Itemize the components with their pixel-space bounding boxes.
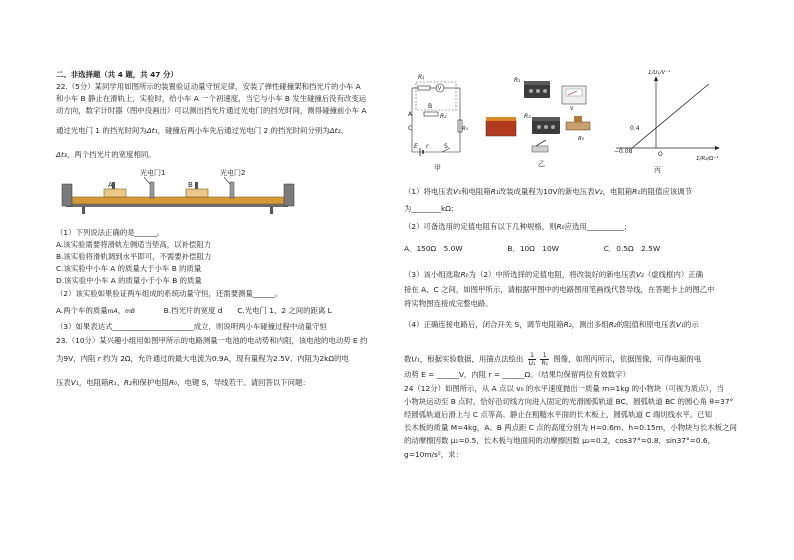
q22-text: ，两个挡光片的宽度相同。	[66, 150, 156, 159]
q22-part3: （3）如果表达式______________________成立，则说明两小车碰撞过程中动量守恒	[56, 322, 327, 331]
q22-line2: 和小车 B 静止在滑轨上，实验时，给小车 A 一个初速度，当它与小车 B 发生碰撞后没有改变运	[56, 94, 367, 103]
q22-option-c: C.该实验中小车 A 的质量大于小车 B 的质量	[56, 264, 202, 273]
q23-text: ，现有量程为	[228, 354, 274, 363]
q23-text: ，测出多组	[571, 320, 609, 329]
circuit-s: S	[444, 143, 448, 150]
q23-line1: 23.（10分）某兴趣小组用如图甲所示的电路测量一电池的电动势和内阻，该电池的电动势 E 约	[56, 336, 368, 345]
apparatus-photo-yi	[480, 70, 600, 172]
circuit-r0: R₀	[462, 126, 468, 132]
gate1-label: 光电门1	[140, 169, 166, 177]
q23-text: ，电键 S，导线若干。请回答以下问题：	[177, 378, 310, 387]
circuit-v: V	[437, 86, 442, 92]
photo-v: V	[570, 106, 574, 112]
label-yi: 乙	[538, 160, 545, 168]
track-apparatus-figure	[58, 166, 298, 216]
r2-symbol: R₂	[123, 378, 133, 387]
q22-option-a: A.该实验需要将滑轨左侧适当垫高，以补偿阻力	[56, 240, 212, 249]
photo-r0: R₀	[578, 136, 585, 142]
v1-symbol: V₁	[453, 187, 462, 196]
r1-symbol: R₁	[108, 378, 117, 387]
u1-symbol: U₁	[411, 354, 420, 364]
q23-text: 图像，如图丙所示，依据图像，可得电源的电	[553, 354, 702, 364]
r2-symbol: R₂	[563, 320, 572, 329]
q23-text: 改装成量程为	[498, 187, 544, 196]
q24-line1: 24（12分）如图所示，从 A 点以 v₀ 的水平速度抛出一质量 m=1kg 的小物块（可视为质点），当	[404, 384, 724, 393]
graph-origin: O	[658, 151, 663, 158]
r0-symbol: R₀	[169, 378, 178, 387]
photo-r2: R₂	[524, 113, 531, 120]
fraction-pair: 1 U₁ 1 R₂	[528, 352, 548, 367]
q23-text: （3）该小组选取	[404, 270, 461, 279]
q23-text: 和保护电阻	[132, 378, 169, 387]
circuit-r2: R₂	[440, 113, 447, 120]
circuit-r: r	[426, 143, 429, 150]
section-heading: 二、非选择题（共 4 题，共 47 分）	[56, 70, 178, 79]
q23-text: （2）可备选用的定值电阻有以下几种规格，则	[404, 222, 557, 231]
q22-option-d: D.该实验中小车 A 的质量小于小车 B 的质量	[56, 276, 202, 285]
q23-text: （虚线框内）正确	[643, 270, 704, 279]
q23-text: 的电	[334, 354, 349, 363]
opt-sep: 、	[117, 306, 125, 315]
option-a: A．150Ω 5.0W	[404, 244, 463, 253]
opt-b-text: B.挡光片的宽度 d	[163, 306, 223, 315]
q23-text: 为	[56, 354, 64, 363]
q22-text: 通过光电门 1 的挡光时间为	[56, 126, 147, 135]
r0-symbol: R₀	[460, 270, 469, 279]
graph-tick-x: −0.08	[614, 148, 633, 155]
q22-part2: （2）该实验如果验证两车组成的系统动量守恒，还需要测量______。	[56, 289, 283, 298]
q23-part4-line3: 动势 E = ______V，内阻 r = ______Ω。（结果均保留两位有效数字）	[404, 370, 630, 379]
q22-line5	[56, 150, 156, 160]
q23-part2	[404, 222, 631, 232]
q23-text: （4）正确连接电路后，闭合开关 S，调节电阻箱	[404, 320, 564, 329]
r1-symbol: R₁	[490, 187, 499, 196]
graph-x-label: 1/R₂/Ω⁻¹	[696, 156, 719, 162]
q23-line2	[56, 354, 349, 364]
q22-part1: （1）下列说法正确的是______。	[56, 228, 165, 237]
q23-options	[404, 244, 660, 254]
q23-part4-line1	[404, 320, 699, 330]
q23-text: ，内阻 r 约为 2Ω，允许通过的最大电流为	[73, 354, 212, 363]
opt-a-text: A.两个车的质量	[56, 306, 108, 315]
voltmeter-range: 2.5V	[273, 354, 290, 363]
v2-symbol: V₂	[635, 270, 644, 279]
q23-part1-line1	[404, 187, 692, 197]
dt2: Δt₂	[329, 126, 341, 135]
emf-value: 9V	[63, 354, 74, 363]
q23-text: 数	[404, 354, 412, 364]
circuit-diagram-jia	[404, 68, 468, 172]
q24-line4: 长木板的质量 M=4kg，A、B 两点距 C 点的高度分别为 H=0.6m、h=0.15m，小物块与长木板之间	[404, 423, 737, 432]
q23-text: 、	[116, 378, 124, 387]
q23-text: （1）将电压表	[404, 187, 454, 196]
q23-text: ，电阻箱	[602, 187, 633, 196]
q23-text: 的示	[683, 320, 699, 329]
range-10v: 10V	[543, 187, 558, 196]
mass-b: mB	[124, 308, 135, 315]
option-c: C．0.5Ω 2.5W	[603, 244, 661, 253]
cart-b-label: B	[188, 181, 193, 189]
v1-symbol: V₁	[675, 320, 684, 329]
q22-part2-options	[56, 306, 332, 317]
q22-line1: 22.（5分）某同学用如图所示的装置验证动量守恒定律，安装了弹性碰撞架和挡光片的小车 A	[56, 82, 361, 91]
circuit-r1: R₁	[418, 74, 425, 81]
q23-part3-line1	[404, 270, 703, 280]
mass-a: mA	[107, 308, 118, 315]
q24-line5: 的动摩擦因数 μ₁=0.5，长木板与地面间的动摩擦因数 μ₂=0.2，cos37°=0.8，sin37°=0.6，	[404, 436, 716, 445]
v2-symbol: V₂	[594, 187, 603, 196]
r2-symbol: R₂	[608, 320, 617, 329]
q22-text: 、	[340, 126, 348, 135]
voltmeter-resistance: 2kΩ	[319, 354, 335, 363]
q23-part3-line2: 接在 A、C 之间，如图甲所示，请根据甲图中的电路图用笔画线代替导线，在答题卡上的图乙中	[404, 285, 715, 294]
dt1: Δt₁	[146, 126, 158, 135]
graph-y-label: 1/U₁/V⁻¹	[648, 70, 671, 76]
v1-symbol: V₁	[70, 378, 79, 387]
label-jia: 甲	[434, 164, 441, 172]
q23-part1-line2: 为________kΩ；	[404, 204, 459, 213]
opt-c-text: C.光电门 1、2 之间的距离 L	[237, 306, 332, 315]
q24-line2: 小物块运动至 B 点时，恰好沿切线方向进入固定的光滑圆弧轨道 BC，圆弧轨道 BC 的圆心角 θ=37°	[404, 397, 734, 406]
max-current: 0.9A	[211, 354, 229, 363]
q23-text: 压表	[56, 378, 71, 387]
q23-text: 的阻值和原电压表	[616, 320, 676, 329]
circuit-a: A	[408, 111, 413, 118]
q23-text: 和电阻箱	[461, 187, 491, 196]
q22-line3: 动方向，数字计时器（图中没画出）可以测出挡光片通过光电门的挡光时间，测得碰撞前小车 A	[56, 106, 367, 115]
label-bing: 丙	[654, 166, 661, 174]
dt3: Δt₃	[56, 150, 67, 159]
q23-text: 的新电压表	[557, 187, 595, 196]
q23-part3-line3: 将实物图连接成完整电路。	[404, 299, 493, 308]
q24-line6: g=10m/s²，求：	[404, 450, 463, 459]
q23-line3	[56, 378, 310, 388]
circuit-c: C	[408, 125, 413, 132]
q23-text: ，根据实验数据，用描点法绘出	[419, 354, 524, 364]
r0-symbol: R₀	[556, 222, 565, 231]
q22-text: ，碰撞后两小车先后通过光电门 2 的挡光时间分别为	[157, 126, 330, 135]
q22-line4	[56, 126, 348, 136]
q24-line3: 经圆弧轨道后滑上与 C 点等高、静止在粗糙水平面的长木板上，圆弧轨道 C 端切线水平。已知	[404, 410, 712, 419]
graph-bing	[612, 64, 722, 174]
q23-text: 、内阻为	[289, 354, 320, 363]
photo-r1: R₁	[514, 77, 521, 84]
q23-text: 应选用__________；	[564, 222, 632, 231]
graph-line	[632, 84, 709, 148]
q23-part4-line2	[404, 352, 701, 367]
r1-symbol: R₁	[632, 187, 641, 196]
circuit-b: B	[428, 103, 433, 110]
q22-option-b: B.该实验将滑轨调到水平即可，不需要补偿阻力	[56, 252, 212, 261]
graph-tick-y: 0.4	[630, 125, 640, 132]
q23-text: 为（2）中所选择的定值电阻，将改装好的新电压表	[468, 270, 636, 279]
circuit-e: E	[414, 143, 418, 150]
q23-text: ，电阻箱	[78, 378, 109, 387]
option-b: B．10Ω 10W	[507, 244, 559, 253]
q23-text: 的阻值应该调节	[640, 187, 693, 196]
cart-a-label: A	[108, 181, 113, 189]
gate2-label: 光电门2	[220, 169, 246, 177]
